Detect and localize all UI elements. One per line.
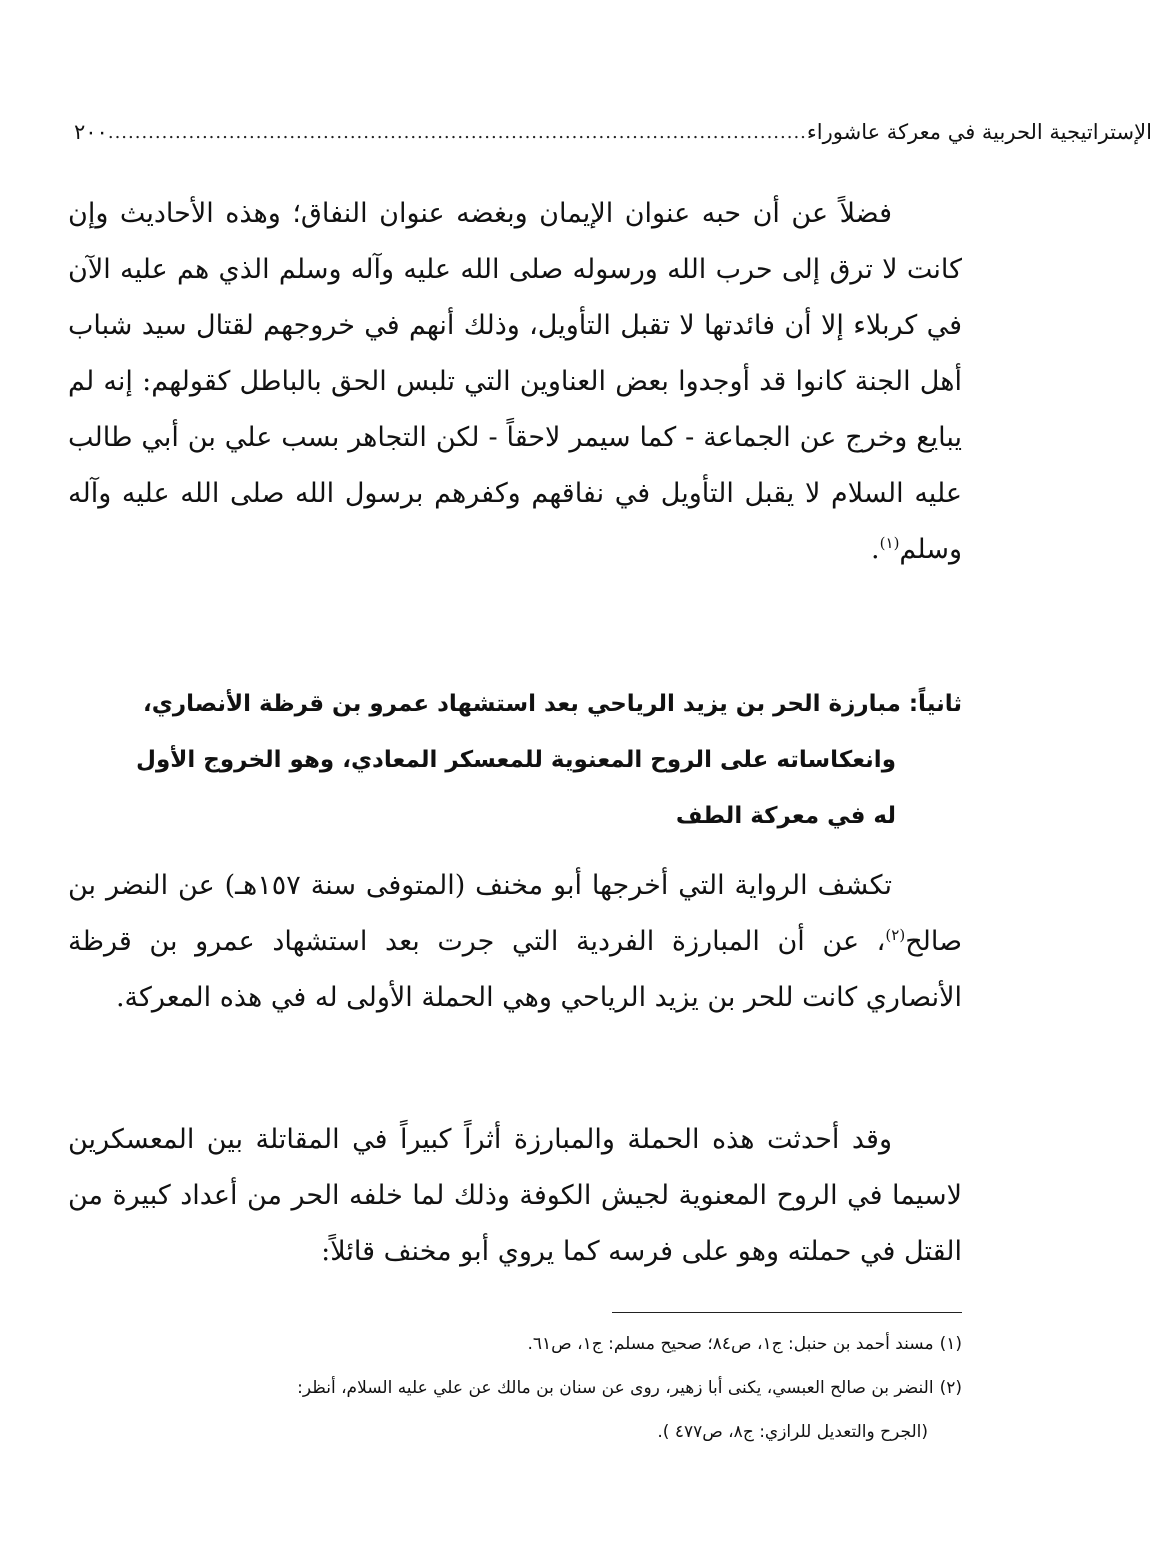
footnote-2-number: (٢) [939, 1378, 962, 1398]
footnote-ref-2[interactable]: (٢) [885, 926, 906, 944]
running-header [68, 112, 1152, 152]
heading-line-1: ثانياً: مبارزة الحر بن يزيد الرياحي بعد استشهاد عمرو بن قرظة الأنصاري، [143, 691, 962, 717]
paragraph-1 [68, 186, 962, 578]
paragraph-3 [68, 1112, 962, 1280]
footnote-2-text: النضر بن صالح العبسي، يكنى أبا زهير، روى عن سنان بن مالك عن علي عليه السلام، أنظر: [297, 1378, 934, 1398]
heading-line-2: وانعكاساته على الروح المعنوية للمعسكر المعادي، وهو الخروج الأول [136, 747, 896, 773]
heading-line-3: له في معركة الطف [675, 803, 896, 829]
footnote-1-text: مسند أحمد بن حنبل: ج١، ص٨٤؛ صحيح مسلم: ج١، ص٦١. [527, 1334, 934, 1354]
paragraph-1-text: فضلاً عن أن حبه عنوان الإيمان وبغضه عنوان النفاق؛ وهذه الأحاديث وإن كانت لا ترق إلى حرب الله ورسوله صلى الله عليه وآله وسلم الذي هم عليه الآن في كربلاء إلا أن فائدتها لا تقبل التأويل، وذلك أنهم في خروجهم لقتال سيد شباب أهل الجنة كانوا قد أوجدوا بعض العناوين التي تلبس الحق بالباطل كقولهم: إنه لم يبايع وخرج عن الجماعة - كما سيمر لاحقاً - لكن التجاهر بسب علي بن أبي طالب عليه السلام لا يقبل التأويل في نفاقهم وكفرهم برسول الله صلى الله عليه وآله وسلم [68, 198, 962, 565]
footnote-ref-1[interactable]: (١) [879, 534, 900, 552]
footnote-separator [612, 1312, 962, 1313]
footnotes [68, 1322, 962, 1454]
paragraph-3-text: وقد أحدثت هذه الحملة والمبارزة أثراً كبيراً في المقاتلة بين المعسكرين لاسيما في الروح المعنوية لجيش الكوفة وذلك لما خلفه الحر من أعداد كبيرة من القتل في حملته وهو على فرسه كما يروي أبو مخنف قائلاً: [68, 1124, 962, 1267]
section-heading [68, 676, 962, 844]
footnote-1 [68, 1322, 962, 1366]
footnote-1-number: (١) [939, 1334, 962, 1354]
footnote-2 [68, 1366, 962, 1410]
page-number: ٢٠٠ [74, 120, 108, 144]
paragraph-2-text: تكشف الرواية التي أخرجها أبو مخنف (المتوفى سنة ١٥٧هـ) عن النضر بن صالح [68, 870, 962, 957]
footnote-2-continuation: (الجرح والتعديل للرازي: ج٨، ص٤٧٧ ). [657, 1422, 928, 1442]
paragraph-2-end: ، عن أن المبارزة الفردية التي جرت بعد استشهاد عمرو بن قرظة الأنصاري كانت للحر بن يزيد الرياحي وهي الحملة الأولى له في هذه المعركة. [68, 926, 962, 1013]
paragraph-2 [68, 858, 962, 1026]
book-title: الإستراتيجية الحربية في معركة عاشوراء [806, 120, 1152, 144]
header-leader-dots: ........................................................................................................ [107, 121, 807, 143]
paragraph-1-end: . [871, 534, 880, 565]
